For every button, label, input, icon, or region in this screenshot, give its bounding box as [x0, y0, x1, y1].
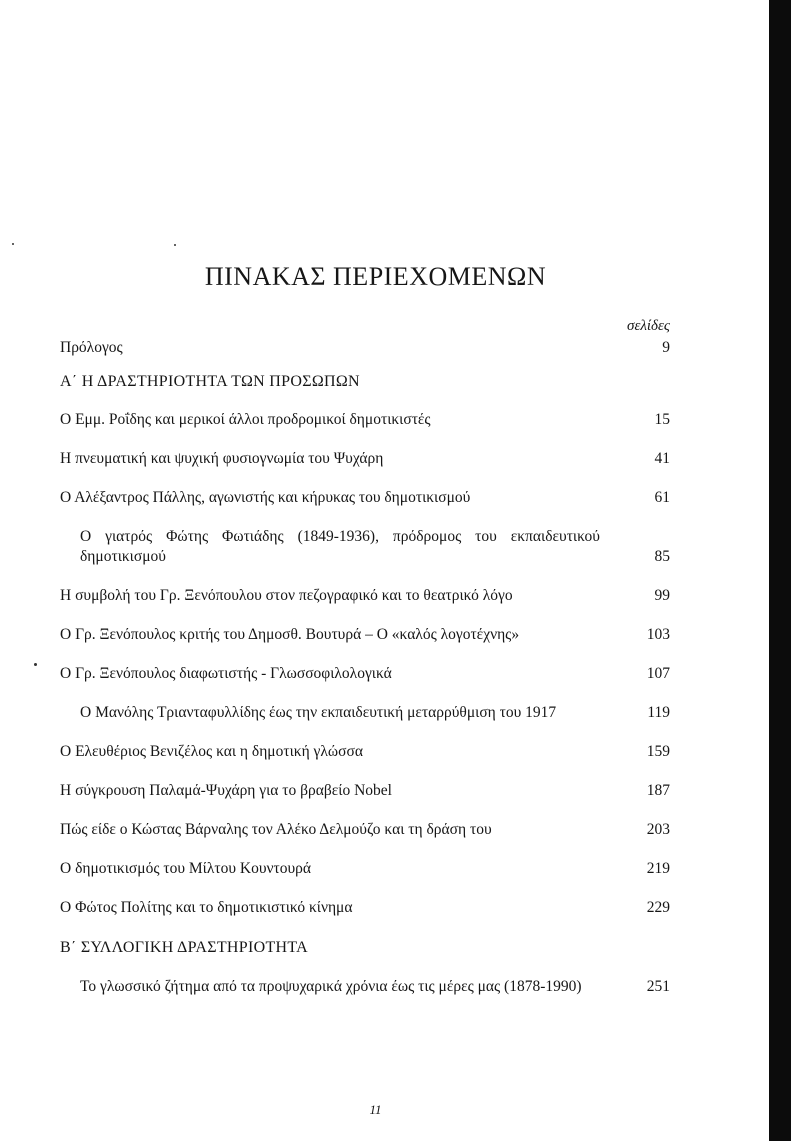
toc-entry-page: 15 — [654, 411, 670, 428]
page-title: ΠΙΝΑΚΑΣ ΠΕΡΙΕΧΟΜΕΝΩΝ — [204, 262, 547, 291]
toc-entry[interactable] — [60, 338, 670, 358]
toc-entry-title: Η σύγκρουση Παλαμά-Ψυχάρη για το βραβείο Nobel — [60, 782, 392, 799]
toc-entry[interactable] — [60, 527, 670, 567]
scan-speck — [174, 244, 176, 246]
toc-entry-page: 187 — [646, 782, 670, 799]
toc-entry-page: 203 — [646, 821, 670, 838]
scan-edge — [769, 0, 791, 1141]
toc-entry-page: 251 — [646, 978, 670, 995]
scan-speck — [12, 243, 14, 245]
toc-entry-page: 103 — [646, 626, 670, 643]
toc-entry[interactable] — [60, 859, 670, 879]
table-of-contents — [60, 338, 670, 997]
toc-entry[interactable] — [60, 820, 670, 840]
toc-entry-page: 229 — [646, 899, 670, 916]
toc-entry-title: Ο Γρ. Ξενόπουλος κριτής του Δημοσθ. Βουτυρά – Ο «καλός λογοτέχνης» — [60, 626, 520, 643]
toc-entry-title: Ο Μανόλης Τριανταφυλλίδης έως την εκπαιδευτική μεταρρύθμιση του 1917 — [80, 704, 557, 721]
toc-entry-title: Ο Αλέξαντρος Πάλλης, αγωνιστής και κήρυκας του δημοτικισμού — [60, 489, 471, 506]
toc-entry[interactable] — [60, 977, 670, 997]
toc-entry[interactable] — [60, 781, 670, 801]
toc-entry[interactable] — [60, 410, 670, 430]
toc-entry[interactable] — [60, 742, 670, 762]
toc-entry-title: Πρόλογος — [60, 339, 123, 356]
toc-entry[interactable] — [60, 898, 670, 918]
toc-entry-page: 99 — [654, 587, 670, 604]
page-number: 11 — [369, 1102, 382, 1117]
toc-entry-title: Πώς είδε ο Κώστας Βάρναλης τον Αλέκο Δελμούζο και τη δράση του — [60, 821, 492, 838]
toc-entry-title: Το γλωσσικό ζήτημα από τα προψυχαρικά χρόνια έως τις μέρες μας (1878-1990) — [80, 978, 582, 995]
toc-entry[interactable] — [60, 449, 670, 469]
toc-entry-title: Ο γιατρός Φώτης Φωτιάδης (1849-1936), πρόδρομος του εκπαιδευτικού δημοτικισμού — [80, 528, 600, 565]
toc-entry[interactable] — [60, 586, 670, 606]
toc-entry-title: Η πνευματική και ψυχική φυσιογνωμία του Ψυχάρη — [60, 450, 384, 467]
toc-entry[interactable] — [60, 488, 670, 508]
toc-entry-title: Ο Εμμ. Ροΐδης και μερικοί άλλοι προδρομικοί δημοτικιστές — [60, 411, 431, 428]
toc-entry-page: 119 — [647, 704, 670, 721]
toc-entry-page: 9 — [662, 339, 670, 356]
toc-section-title: Β΄ ΣΥΛΛΟΓΙΚΗ ΔΡΑΣΤΗΡΙΟΤΗΤΑ — [60, 939, 309, 956]
pages-column-label: σελίδες — [627, 318, 670, 334]
toc-entry-page: 85 — [654, 548, 670, 565]
toc-entry-page: 61 — [654, 489, 670, 506]
toc-section-heading — [60, 372, 670, 392]
toc-entry-page: 159 — [646, 743, 670, 760]
toc-entry[interactable] — [60, 703, 670, 723]
toc-entry-title: Ο δημοτικισμός του Μίλτου Κουντουρά — [60, 860, 312, 877]
toc-entry-title: Ο Ελευθέριος Βενιζέλος και η δημοτική γλώσσα — [60, 743, 363, 760]
toc-entry-title: Ο Φώτος Πολίτης και το δημοτικιστικό κίνημα — [60, 899, 353, 916]
toc-entry[interactable] — [60, 664, 670, 684]
toc-entry-page: 41 — [654, 450, 670, 467]
toc-entry-page: 107 — [646, 665, 670, 682]
toc-entry-title: Η συμβολή του Γρ. Ξενόπουλου στον πεζογραφικό και το θεατρικό λόγο — [60, 587, 513, 604]
toc-section-heading — [60, 938, 670, 958]
toc-entry-title: Ο Γρ. Ξενόπουλος διαφωτιστής - Γλωσσοφιλολογικά — [60, 665, 392, 682]
toc-entry-page: 219 — [646, 860, 670, 877]
scan-speck — [34, 663, 37, 666]
toc-section-title: Α΄ Η ΔΡΑΣΤΗΡΙΟΤΗΤΑ ΤΩΝ ΠΡΟΣΩΠΩΝ — [60, 373, 360, 390]
toc-entry[interactable] — [60, 625, 670, 645]
